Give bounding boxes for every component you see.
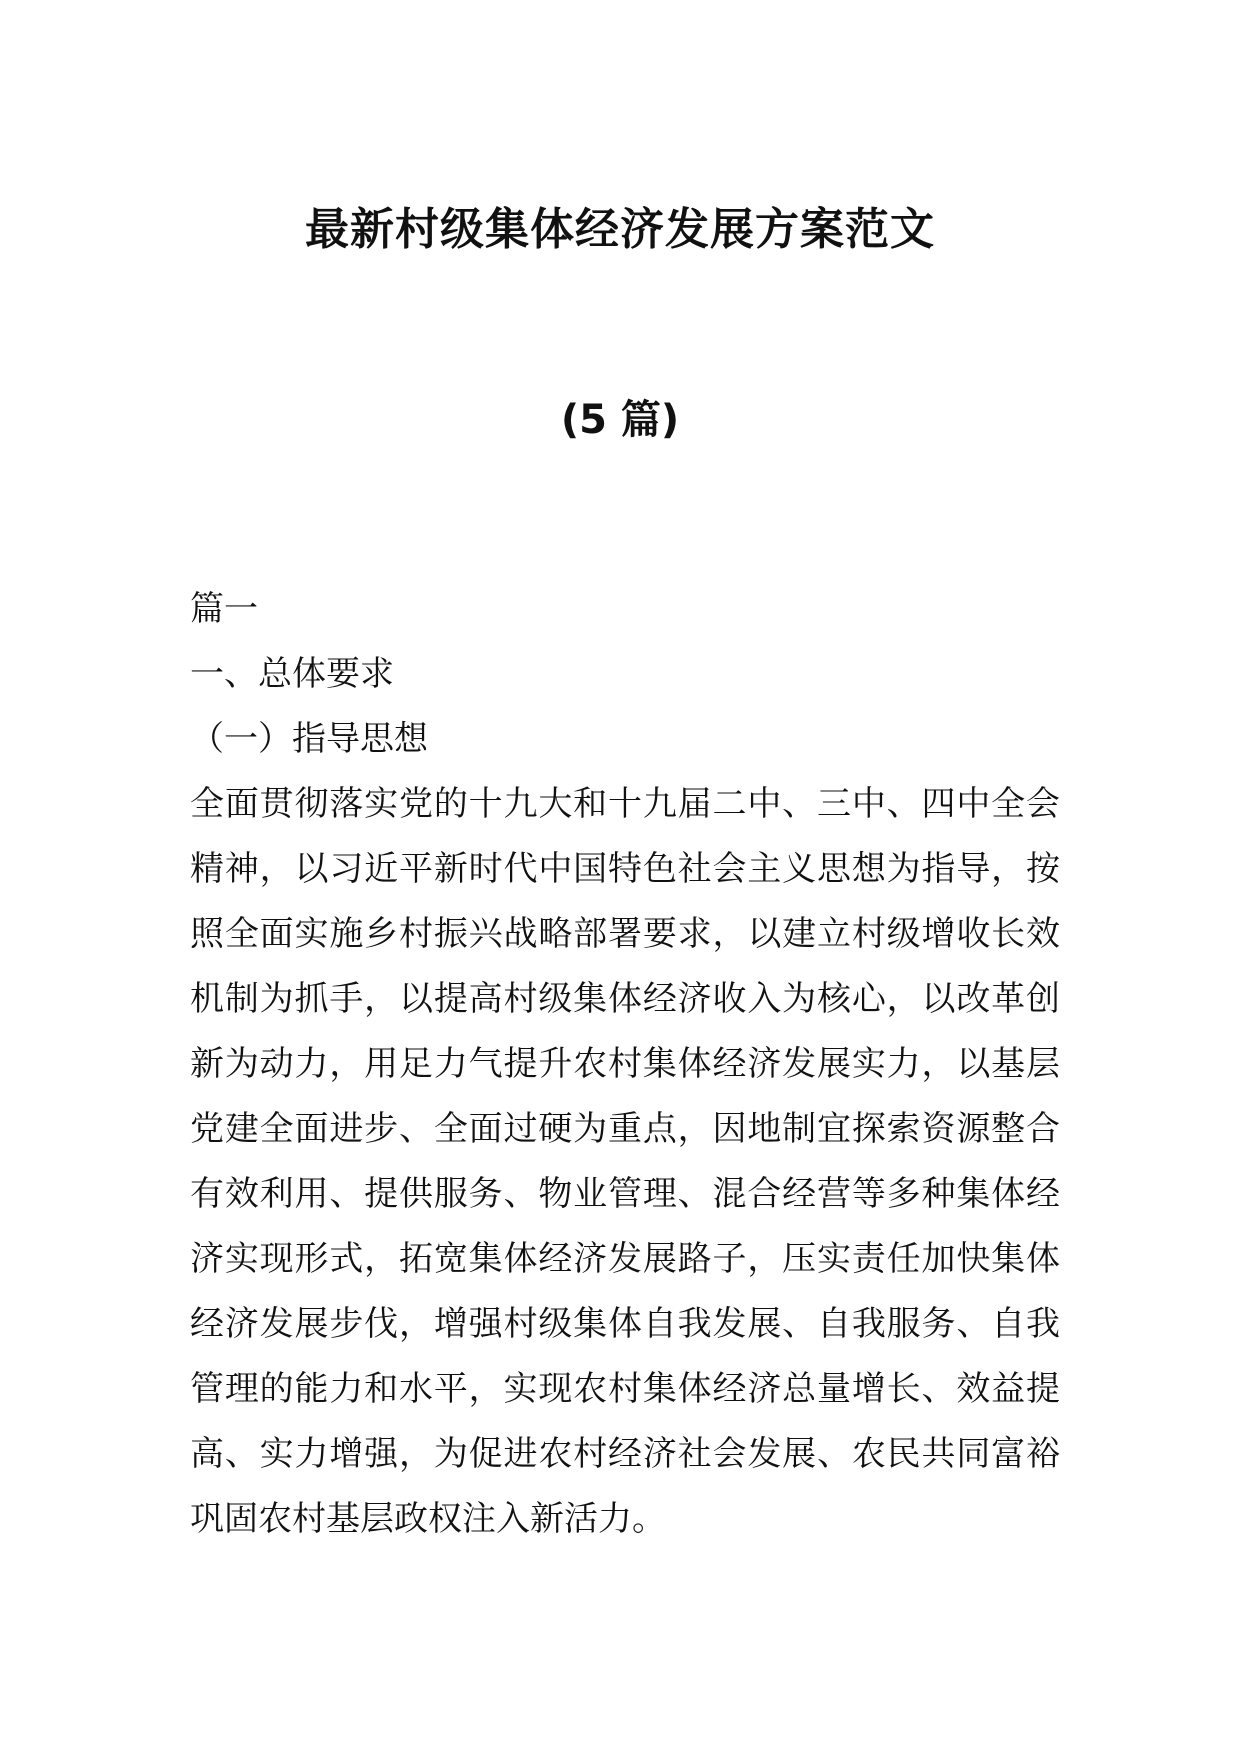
document-body xyxy=(190,577,1060,1552)
heading-general-requirements: 一、总体要求 xyxy=(190,654,394,694)
section-label: 篇一 xyxy=(190,589,258,629)
body-paragraph: 全面贯彻落实党的十九大和十九届二中、三中、四中全会精神，以习近平新时代中国特色社会主义思想为指导，按照全面实施乡村振兴战略部署要求，以建立村级增收长效机制为抓手，以提高村级集体经济收入为核心，以改革创新为动力，用足力气提升农村集体经济发展实力，以基层党建全面进步、全面过硬为重点，因地制宜探索资源整合有效利用、提供服务、物业管理、混合经营等多种集体经济实现形式，拓宽集体经济发展路子，压实责任加快集体经济发展步伐，增强村级集体自我发展、自我服务、自我管理的能力和水平，实现农村集体经济总量增长、效益提高、实力增强，为促进农村经济社会发展、农民共同富裕巩固农村基层政权注入新活力。 xyxy=(190,784,1060,1539)
document-subtitle: (5 篇) xyxy=(560,397,680,443)
document-title: 最新村级集体经济发展方案范文 xyxy=(305,204,935,255)
heading-guiding-ideology: （一）指导思想 xyxy=(190,719,428,759)
